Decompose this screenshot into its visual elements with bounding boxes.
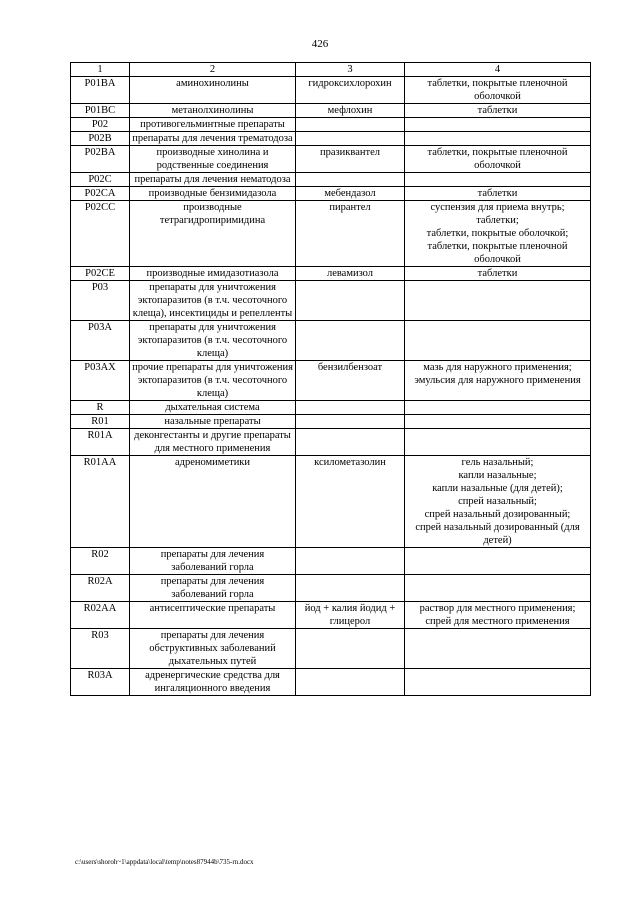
cell-group: производные бензимидазола	[130, 187, 296, 201]
cell-group: препараты для уничтожения эктопаразитов (в т.ч. чесоточного клеща)	[130, 321, 296, 361]
column-header: 2	[130, 63, 296, 77]
table-row	[71, 104, 591, 118]
table-row	[71, 456, 591, 548]
cell-code: R03	[71, 629, 130, 669]
cell-code: P03	[71, 281, 130, 321]
cell-group: препараты для лечения обструктивных заболеваний дыхательных путей	[130, 629, 296, 669]
cell-group: прочие препараты для уничтожения эктопаразитов (в т.ч. чесоточного клеща)	[130, 361, 296, 401]
table-row	[71, 629, 591, 669]
cell-group: адреномиметики	[130, 456, 296, 548]
page-number: 426	[311, 38, 329, 50]
table-row	[71, 77, 591, 104]
cell-form	[405, 429, 591, 456]
cell-form: мазь для наружного применения; эмульсия для наружного применения	[405, 361, 591, 401]
cell-code: R02	[71, 548, 130, 575]
table-row	[71, 187, 591, 201]
cell-form: таблетки, покрытые пленочной оболочкой	[405, 77, 591, 104]
cell-drug: гидроксихлорохин	[296, 77, 405, 104]
cell-form: таблетки	[405, 187, 591, 201]
cell-form	[405, 415, 591, 429]
cell-group: препараты для лечения трематодоза	[130, 132, 296, 146]
table-row	[71, 669, 591, 696]
cell-group: препараты для лечения заболеваний горла	[130, 548, 296, 575]
cell-code: P02CA	[71, 187, 130, 201]
cell-drug: бензилбензоат	[296, 361, 405, 401]
cell-code: R	[71, 401, 130, 415]
table-body	[71, 77, 591, 696]
cell-form	[405, 548, 591, 575]
cell-form	[405, 321, 591, 361]
table-row	[71, 602, 591, 629]
cell-drug	[296, 629, 405, 669]
cell-code: P03A	[71, 321, 130, 361]
cell-drug	[296, 401, 405, 415]
cell-drug: ксилометазолин	[296, 456, 405, 548]
cell-code: P02	[71, 118, 130, 132]
cell-group: производные тетрагидропиримидина	[130, 201, 296, 267]
cell-code: R01	[71, 415, 130, 429]
cell-drug: празиквантел	[296, 146, 405, 173]
table-row	[71, 429, 591, 456]
cell-form: таблетки, покрытые пленочной оболочкой	[405, 146, 591, 173]
cell-group: аминохинолины	[130, 77, 296, 104]
cell-group: назальные препараты	[130, 415, 296, 429]
cell-group: дыхательная система	[130, 401, 296, 415]
column-header: 3	[296, 63, 405, 77]
cell-group: препараты для уничтожения эктопаразитов (в т.ч. чесоточного клеща), инсектициды и репелленты	[130, 281, 296, 321]
cell-code: R03A	[71, 669, 130, 696]
cell-group: противогельминтные препараты	[130, 118, 296, 132]
cell-form: раствор для местного применения; спрей для местного применения	[405, 602, 591, 629]
cell-form	[405, 173, 591, 187]
cell-drug	[296, 281, 405, 321]
cell-group: метанолхинолины	[130, 104, 296, 118]
table-row	[71, 321, 591, 361]
column-header: 4	[405, 63, 591, 77]
cell-code: P03AX	[71, 361, 130, 401]
cell-group: антисептические препараты	[130, 602, 296, 629]
cell-drug: мефлохин	[296, 104, 405, 118]
cell-group: адренергические средства для ингаляционного введения	[130, 669, 296, 696]
table-row	[71, 548, 591, 575]
cell-code: P02B	[71, 132, 130, 146]
cell-code: P02CC	[71, 201, 130, 267]
cell-drug	[296, 321, 405, 361]
cell-group: препараты для лечения заболеваний горла	[130, 575, 296, 602]
cell-form: суспензия для приема внутрь; таблетки; таблетки, покрытые оболочкой; таблетки, покрытые пленочной оболочкой	[405, 201, 591, 267]
cell-drug	[296, 429, 405, 456]
table-row	[71, 267, 591, 281]
table-row	[71, 146, 591, 173]
cell-form: таблетки	[405, 104, 591, 118]
cell-code: P02CE	[71, 267, 130, 281]
table-row	[71, 575, 591, 602]
file-path-footer: c:\users\shoroh~1\appdata\local\temp\notes87944b\735-rn.docx	[75, 858, 254, 866]
cell-group: препараты для лечения нематодоза	[130, 173, 296, 187]
table-row	[71, 281, 591, 321]
cell-drug: пирантел	[296, 201, 405, 267]
table-row	[71, 361, 591, 401]
cell-drug	[296, 575, 405, 602]
cell-drug	[296, 548, 405, 575]
cell-form: таблетки	[405, 267, 591, 281]
cell-code: P02C	[71, 173, 130, 187]
cell-form: гель назальный; капли назальные; капли назальные (для детей); спрей назальный; спрей назальный дозированный; спрей назальный дозированный (для детей)	[405, 456, 591, 548]
cell-code: R02A	[71, 575, 130, 602]
cell-drug	[296, 415, 405, 429]
cell-drug: йод + калия йодид + глицерол	[296, 602, 405, 629]
cell-code: R01AA	[71, 456, 130, 548]
cell-form	[405, 132, 591, 146]
cell-drug	[296, 173, 405, 187]
cell-code: R02AA	[71, 602, 130, 629]
cell-drug	[296, 132, 405, 146]
cell-code: R01A	[71, 429, 130, 456]
cell-drug	[296, 118, 405, 132]
table-row	[71, 132, 591, 146]
drug-classification-table	[70, 62, 591, 696]
cell-drug: левамизол	[296, 267, 405, 281]
cell-code: P01BA	[71, 77, 130, 104]
cell-code: P01BC	[71, 104, 130, 118]
table-row	[71, 415, 591, 429]
cell-form	[405, 401, 591, 415]
cell-drug: мебендазол	[296, 187, 405, 201]
cell-drug	[296, 669, 405, 696]
cell-code: P02BA	[71, 146, 130, 173]
cell-form	[405, 669, 591, 696]
cell-group: производные хинолина и родственные соединения	[130, 146, 296, 173]
cell-form	[405, 118, 591, 132]
cell-form	[405, 629, 591, 669]
cell-form	[405, 575, 591, 602]
table-row	[71, 201, 591, 267]
cell-group: производные имидазотиазола	[130, 267, 296, 281]
table-row	[71, 173, 591, 187]
table-row	[71, 118, 591, 132]
cell-form	[405, 281, 591, 321]
table-row	[71, 401, 591, 415]
cell-group: деконгестанты и другие препараты для местного применения	[130, 429, 296, 456]
table-header-row	[71, 63, 591, 77]
column-header: 1	[71, 63, 130, 77]
